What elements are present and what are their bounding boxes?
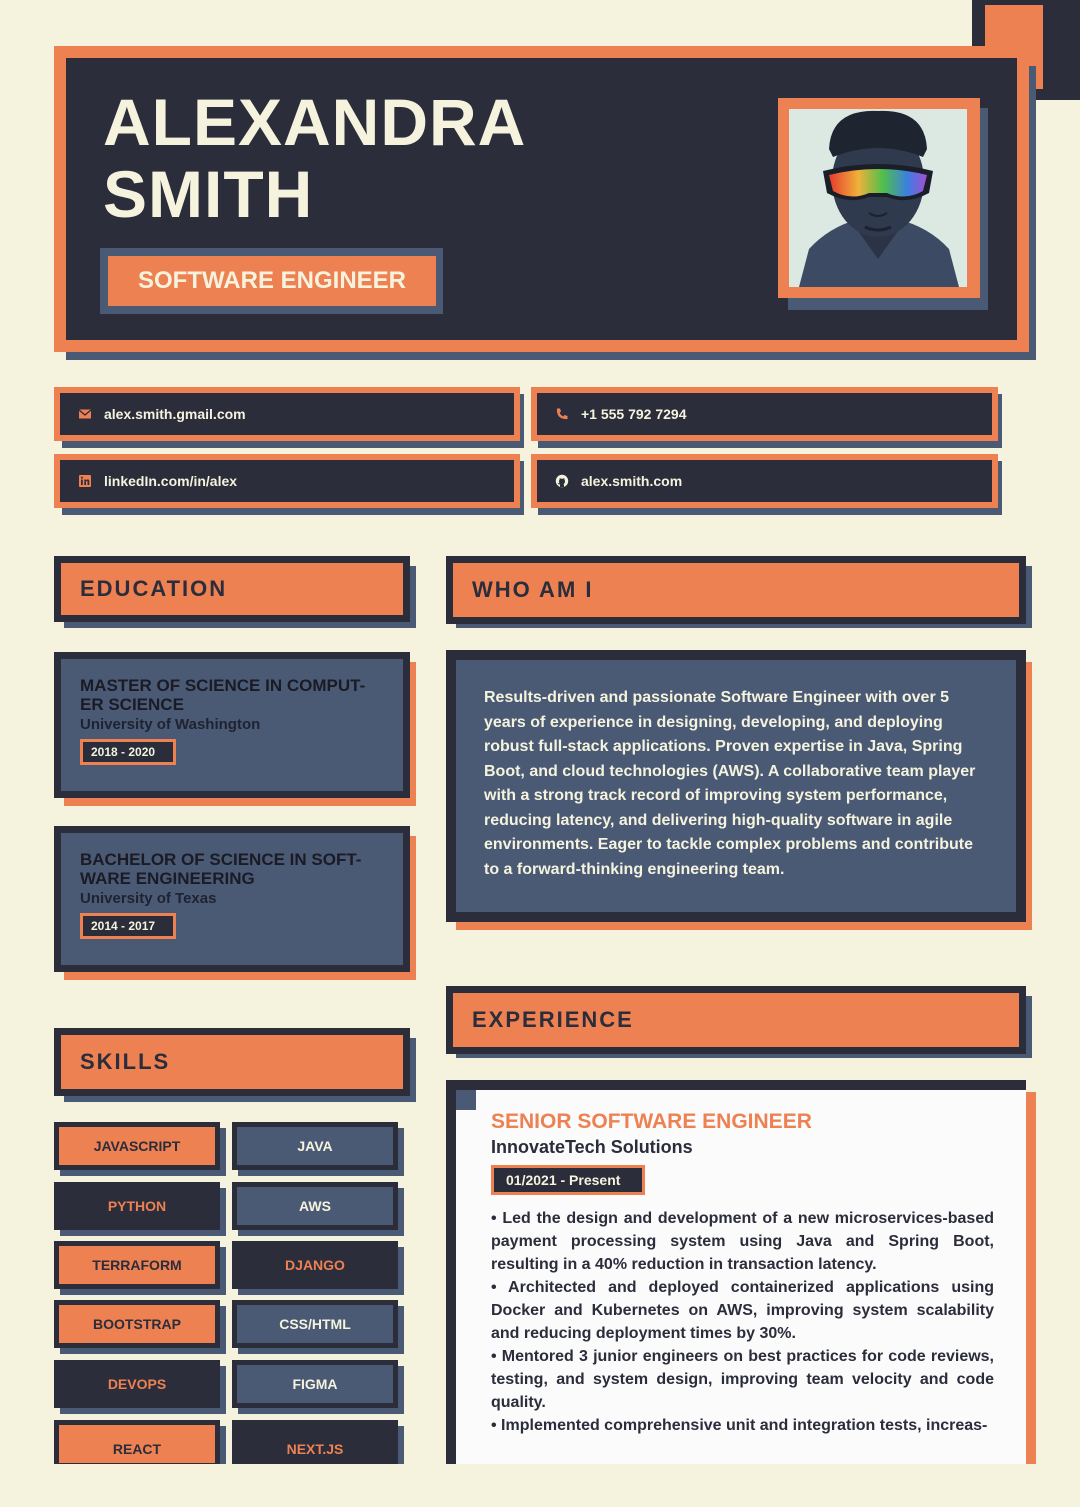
degree-title: BACHELOR OF SCIENCE IN SOFT-WARE ENGINEERING (80, 850, 362, 888)
linkedin-icon (78, 474, 92, 488)
education-card (54, 826, 410, 972)
contact-email[interactable] (54, 387, 520, 441)
skill-tag: FIGMA (232, 1360, 398, 1408)
linkedin-text: linkedIn.com/in/alex (104, 473, 238, 489)
skills-heading (54, 1028, 410, 1096)
experience-corner-accent (456, 1090, 476, 1110)
job-bullets (491, 1207, 994, 1437)
contact-website[interactable] (531, 454, 998, 508)
skills-heading-label: SKILLS (61, 1035, 403, 1089)
experience-card (446, 1080, 1026, 1470)
skill-tag: PYTHON (54, 1182, 220, 1230)
skill-tag: DJANGO (232, 1241, 398, 1289)
skill-tag: TERRAFORM (54, 1241, 220, 1289)
education-years: 2014 - 2017 (80, 913, 176, 939)
experience-card-body (456, 1090, 1026, 1470)
skill-tag: JAVA (232, 1122, 398, 1170)
skill-tag: REACT (54, 1420, 220, 1468)
email-text: alex.smith.gmail.com (104, 406, 246, 422)
job-dates: 01/2021 - Present (491, 1165, 645, 1195)
experience-heading-label: EXPERIENCE (453, 993, 1019, 1047)
name-last: SMITH (103, 157, 314, 231)
contact-website-panel (537, 460, 992, 502)
education-card-body (61, 659, 403, 791)
skill-tag: DEVOPS (54, 1360, 220, 1408)
who-am-i-heading (446, 556, 1026, 624)
contact-email-panel (60, 393, 514, 435)
school-name: University of Texas (80, 890, 217, 907)
school-name: University of Washington (80, 716, 261, 733)
skill-tag: AWS (232, 1182, 398, 1230)
skill-tag: BOOTSTRAP (54, 1300, 220, 1348)
candidate-name (103, 86, 526, 230)
profile-photo (789, 109, 967, 287)
contact-phone[interactable] (531, 387, 998, 441)
role-badge: SOFTWARE ENGINEER (108, 256, 436, 306)
education-heading (54, 556, 410, 622)
education-card-body (61, 833, 403, 965)
education-heading-label: EDUCATION (61, 563, 403, 615)
contact-linkedin-panel (60, 460, 514, 502)
skill-tag: CSS/HTML (232, 1300, 398, 1348)
phone-icon (555, 407, 569, 421)
name-first: ALEXANDRA (103, 85, 527, 159)
who-am-i-heading-label: WHO AM I (453, 563, 1019, 617)
phone-text: +1 555 792 7294 (581, 406, 687, 422)
contact-linkedin[interactable] (54, 454, 520, 508)
skill-tag: JAVASCRIPT (54, 1122, 220, 1170)
contact-phone-panel (537, 393, 992, 435)
education-years: 2018 - 2020 (80, 739, 176, 765)
profile-photo-frame (778, 98, 980, 298)
job-bullet: • Architected and deployed containerized applications using Docker and Kubernetes on AWS, improving system scalability and reducing deployment times by 30%. (491, 1279, 994, 1342)
about-card (446, 650, 1026, 922)
education-card (54, 652, 410, 798)
job-bullet: • Implemented comprehensive unit and integration tests, increas- (491, 1417, 988, 1434)
email-icon (78, 407, 92, 421)
job-bullet: • Led the design and development of a new microservices-based payment processing system using Java and Spring Boot, resulting in a 40% reduction in transaction latency. (491, 1210, 994, 1273)
website-text: alex.smith.com (581, 473, 683, 489)
job-title: SENIOR SOFTWARE ENGINEER (491, 1110, 812, 1133)
degree-title: MASTER OF SCIENCE IN COMPUT-ER SCIENCE (80, 676, 366, 714)
page-bottom-margin (0, 1464, 1080, 1507)
github-icon (555, 474, 569, 488)
experience-heading (446, 986, 1026, 1054)
job-bullet: • Mentored 3 junior engineers on best practices for code reviews, testing, and system design, improving team velocity and code quality. (491, 1348, 994, 1411)
skill-tag: NEXT.JS (232, 1420, 398, 1468)
company-name: InnovateTech Solutions (491, 1137, 693, 1157)
about-text: Results-driven and passionate Software Engineer with over 5 years of experience in designing, developing, and deploying robust full-stack applications. Proven expertise in Java, Spring Boot, and cloud technologies (AWS). A collaborative team player with a strong track record of improving system performance, reducing latency, and delivering high-quality software in agile environments. Eager to tackle complex problems and contribute to a forward-thinking engineering team. (456, 660, 1016, 912)
